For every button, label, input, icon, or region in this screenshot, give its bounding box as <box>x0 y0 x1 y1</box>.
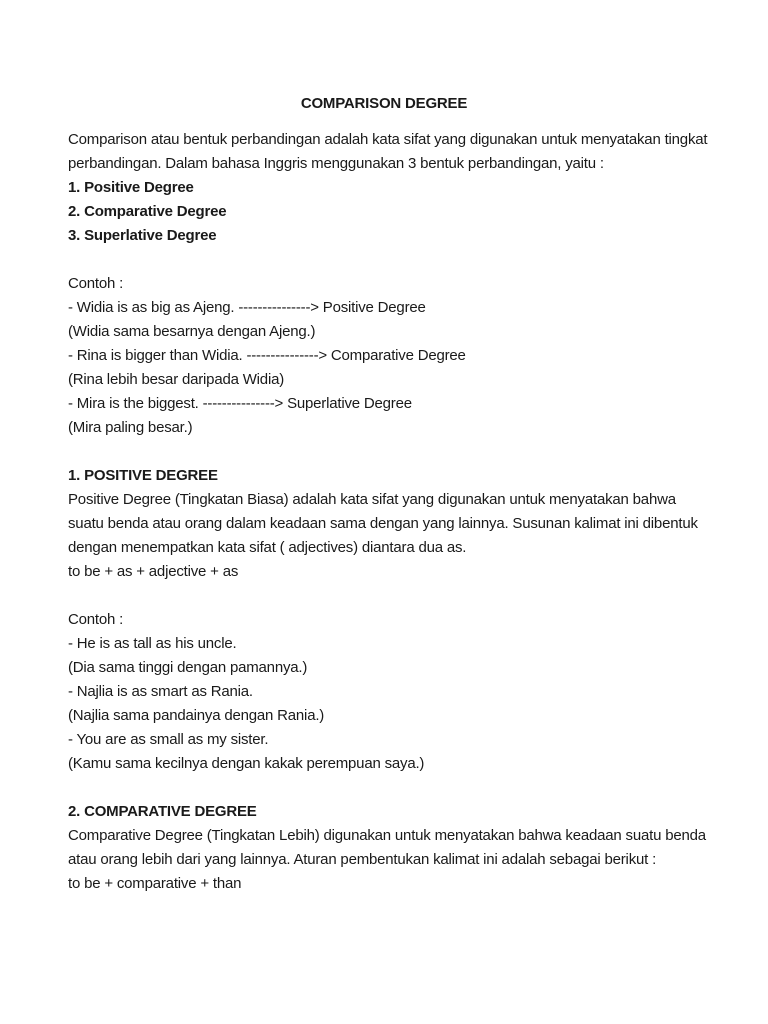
intro-line: Comparison atau bentuk perbandingan adalah kata sifat yang digunakan untuk menyatakan tingkat <box>68 131 708 148</box>
positive-paragraph-line: Positive Degree (Tingkatan Biasa) adalah kata sifat yang digunakan untuk menyatakan bahwa <box>68 491 676 508</box>
document-body <box>68 128 718 896</box>
comparative-paragraph-line: atau orang lebih dari yang lainnya. Aturan pembentukan kalimat ini adalah sebagai berikut : <box>68 851 657 868</box>
positive-example-line: - You are as small as my sister. <box>68 731 269 748</box>
positive-example-line: - He is as tall as his uncle. <box>68 635 237 652</box>
positive-example-translation: (Dia sama tinggi dengan pamannya.) <box>68 659 308 676</box>
spacer <box>68 776 718 800</box>
intro-line: perbandingan. Dalam bahasa Inggris menggunakan 3 bentuk perbandingan, yaitu : <box>68 155 604 172</box>
positive-example-translation: (Najlia sama pandainya dengan Rania.) <box>68 707 325 724</box>
degree-type-item: 3. Superlative Degree <box>68 227 217 244</box>
degree-type-item: 1. Positive Degree <box>68 179 194 196</box>
positive-paragraph-line: dengan menempatkan kata sifat ( adjectives) diantara dua as. <box>68 539 467 556</box>
positive-examples-label: Contoh : <box>68 611 124 628</box>
positive-example-line: - Najlia is as smart as Rania. <box>68 683 253 700</box>
positive-paragraph-line: suatu benda atau orang dalam keadaan sama dengan yang lainnya. Susunan kalimat ini dibentuk <box>68 515 698 532</box>
spacer <box>68 248 718 272</box>
document-title: COMPARISON DEGREE <box>300 95 468 112</box>
example-translation: (Widia sama besarnya dengan Ajeng.) <box>68 323 316 340</box>
spacer <box>68 440 718 464</box>
spacer <box>68 584 718 608</box>
section-heading-positive: 1. POSITIVE DEGREE <box>68 467 218 484</box>
example-translation: (Mira paling besar.) <box>68 419 193 436</box>
degree-type-item: 2. Comparative Degree <box>68 203 227 220</box>
positive-example-translation: (Kamu sama kecilnya dengan kakak perempuan saya.) <box>68 755 425 772</box>
example-line: - Mira is the biggest. ---------------> Superlative Degree <box>68 395 412 412</box>
comparative-paragraph-line: Comparative Degree (Tingkatan Lebih) digunakan untuk menyatakan bahwa keadaan suatu benda <box>68 827 706 844</box>
section-heading-comparative: 2. COMPARATIVE DEGREE <box>68 803 257 820</box>
examples-label: Contoh : <box>68 275 124 292</box>
positive-formula: to be + as + adjective + as <box>68 563 239 580</box>
example-line: - Widia is as big as Ajeng. ---------------> Positive Degree <box>68 299 426 316</box>
example-line: - Rina is bigger than Widia. ---------------> Comparative Degree <box>68 347 466 364</box>
comparative-formula: to be + comparative + than <box>68 875 242 892</box>
example-translation: (Rina lebih besar daripada Widia) <box>68 371 285 388</box>
